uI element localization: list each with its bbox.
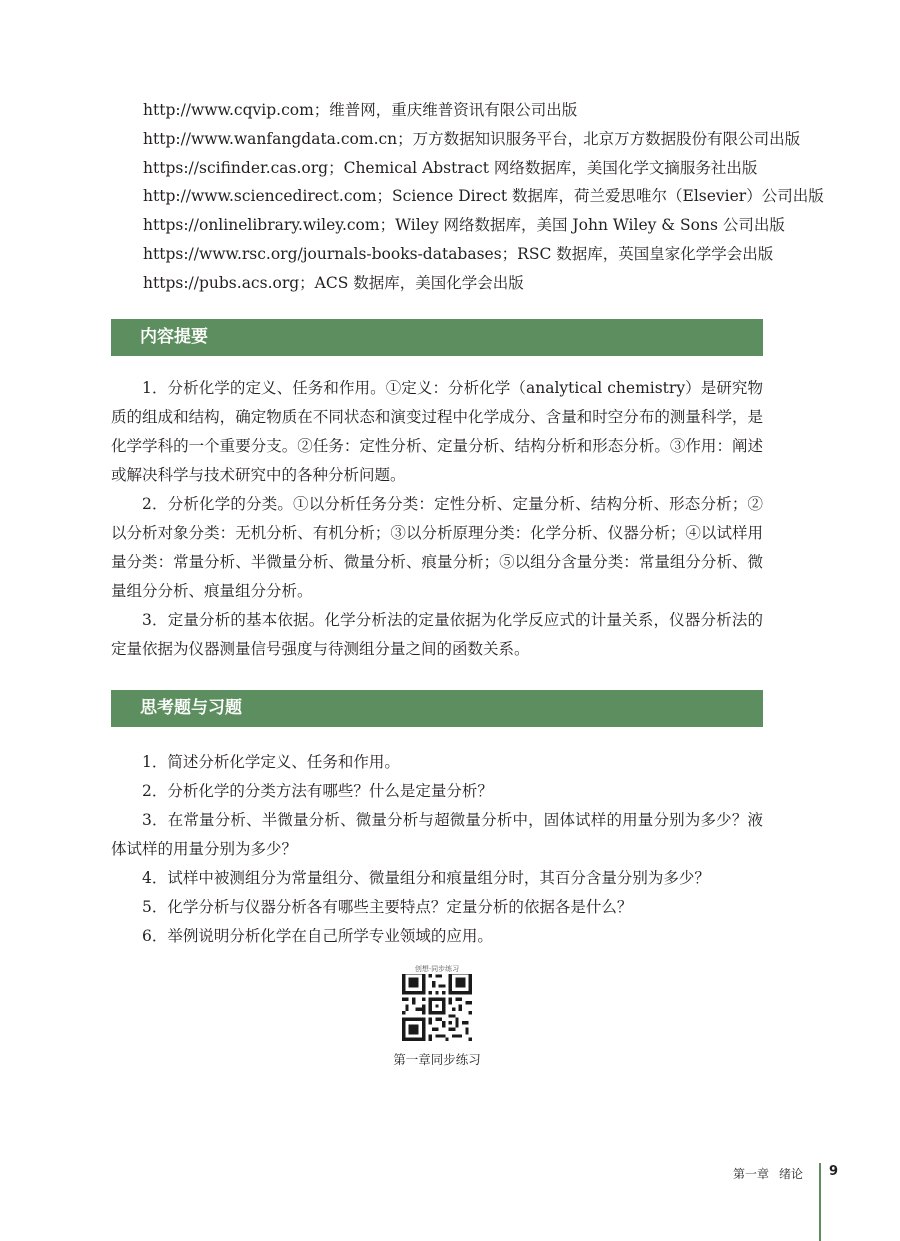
- exercise-list: [111, 748, 763, 951]
- footer-divider: [819, 1163, 821, 1241]
- reference-list: [143, 96, 824, 298]
- summary-paragraph: 3．定量分析的基本依据。化学分析法的定量依据为化学反应式的计量关系，仪器分析法的定量依据为仪器测量信号强度与待测组分量之间的函数关系。: [111, 611, 763, 658]
- footer-chapter-title: 绪论: [779, 1167, 804, 1181]
- summary-heading: 内容提要: [140, 327, 208, 347]
- summary-heading-bar: [111, 319, 763, 356]
- reference-item: http://www.wanfangdata.com.cn；万方数据知识服务平台，北京万方数据股份有限公司出版: [143, 129, 801, 148]
- exercise-item: 6．举例说明分析化学在自己所学专业领域的应用。: [142, 927, 493, 945]
- reference-item: https://scifinder.cas.org；Chemical Abstract 网络数据库，美国化学文摘服务社出版: [143, 158, 758, 177]
- exercise-item: 1．简述分析化学定义、任务和作用。: [142, 753, 400, 771]
- page-number: 9: [829, 1164, 839, 1179]
- summary-section: [111, 374, 763, 664]
- qr-caption: 第一章同步练习: [393, 1052, 481, 1067]
- reference-item: https://www.rsc.org/journals-books-databases；RSC 数据库，英国皇家化学学会出版: [143, 244, 774, 263]
- exercise-item: 3．在常量分析、半微量分析、微量分析与超微量分析中，固体试样的用量分别为多少？液体试样的用量分别为多少？: [111, 811, 763, 858]
- exercise-item: 4．试样中被测组分为常量组分、微量组分和痕量组分时，其百分含量分别为多少？: [142, 869, 710, 887]
- reference-item: https://pubs.acs.org；ACS 数据库，美国化学会出版: [143, 273, 524, 292]
- reference-item: http://www.sciencedirect.com；Science Direct 数据库，荷兰爱思唯尔（Elsevier）公司出版: [143, 187, 824, 206]
- running-footer: [733, 1165, 813, 1182]
- qr-tag: 创想·同步练习: [400, 964, 474, 974]
- reference-item: https://onlinelibrary.wiley.com；Wiley 网络数据库，美国 John Wiley & Sons 公司出版: [143, 216, 785, 235]
- reference-item: http://www.cqvip.com；维普网，重庆维普资讯有限公司出版: [143, 101, 578, 119]
- exercises-heading: 思考题与习题: [140, 698, 242, 718]
- exercise-item: 5．化学分析与仪器分析各有哪些主要特点？定量分析的依据各是什么？: [142, 898, 633, 916]
- summary-paragraph: 1．分析化学的定义、任务和作用。①定义：分析化学（analytical chemistry）是研究物质的组成和结构，确定物质在不同状态和演变过程中化学成分、含量和时空分布的测量科学，是化学学科的一个重要分支。②任务：定性分析、定量分析、结构分析和形态分析。③作用：阐述或解决科学与技术研究中的各种分析问题。: [111, 379, 763, 484]
- footer-chapter-number: 第一章: [733, 1167, 770, 1181]
- exercise-item: 2．分析化学的分类方法有哪些？什么是定量分析？: [142, 782, 493, 800]
- qr-code-icon[interactable]: [402, 969, 472, 1043]
- exercises-heading-bar: [111, 690, 763, 727]
- summary-paragraph: 2．分析化学的分类。①以分析任务分类：定性分析、定量分析、结构分析、形态分析；②以分析对象分类：无机分析、有机分析；③以分析原理分类：化学分析、仪器分析；④以试样用量分类：常量分析、半微量分析、微量分析、痕量分析；⑤以组分含量分类：常量组分分析、微量组分分析、痕量组分分析。: [111, 495, 763, 600]
